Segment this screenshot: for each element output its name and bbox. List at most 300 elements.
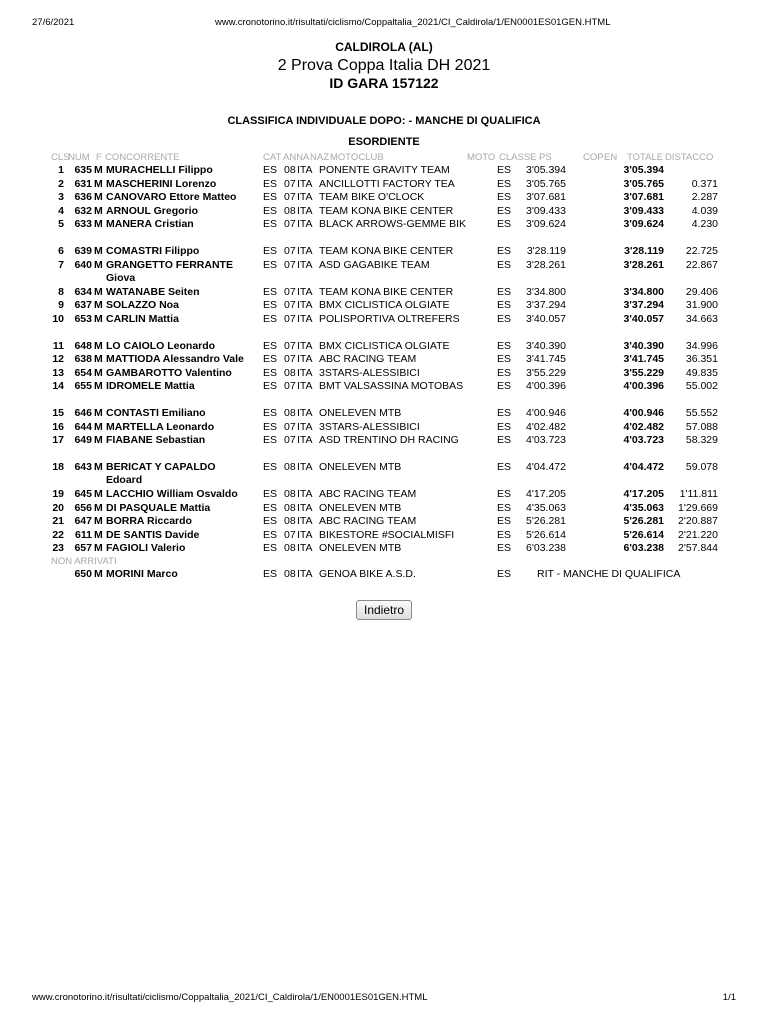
competitor-name-cell: BORRA Riccardo	[106, 515, 192, 527]
col-cls: CLS	[51, 152, 70, 163]
stage-time-cell: 4'17.205	[526, 488, 566, 500]
sex-cell: M	[94, 258, 103, 271]
table-row	[0, 299, 768, 313]
sex-cell: M	[94, 177, 103, 190]
club-cell: PONENTE GRAVITY TEAM	[319, 164, 450, 176]
year-cell: 08	[284, 366, 296, 379]
year-cell: 07	[284, 258, 296, 271]
year-cell: 07	[284, 218, 296, 230]
table-row	[0, 313, 768, 340]
sex-cell: M	[94, 567, 103, 580]
nationality-cell: ITA	[297, 204, 313, 217]
footer-url: www.cronotorino.it/risultati/ciclismo/Coppaltalia_2021/CI_Caldirola/1/EN0001ES01GEN.HTML	[32, 992, 428, 1003]
year-cell: 08	[284, 461, 296, 473]
class-cell: ES	[497, 245, 512, 257]
stage-time-cell: 3'40.057	[526, 312, 566, 325]
gap-cell: 2'57.844	[678, 542, 718, 554]
class-cell: ES	[497, 515, 512, 527]
table-row	[0, 502, 768, 516]
position-cell: 12	[52, 353, 64, 365]
year-cell: 07	[284, 285, 296, 298]
club-cell: ONELEVEN MTB	[319, 461, 402, 473]
category-cell: ES	[263, 515, 278, 527]
col-f: F	[96, 152, 102, 163]
position-cell: 21	[52, 515, 64, 527]
competitor-name-cell: MORINI Marco	[106, 567, 178, 580]
col-concorrente: CONCORRENTE	[105, 152, 180, 163]
table-row	[0, 421, 768, 435]
gap-cell: 31.900	[685, 299, 718, 311]
stage-time-cell: 4'02.482	[526, 420, 566, 433]
table-row	[0, 191, 768, 205]
category-cell: ES	[263, 461, 278, 473]
total-time-cell: 4'04.472	[623, 461, 664, 473]
table-row	[0, 367, 768, 381]
table-row	[0, 568, 768, 582]
year-cell: 07	[284, 380, 296, 392]
gap-cell: 34.996	[685, 339, 718, 352]
club-cell: GENOA BIKE A.S.D.	[319, 567, 416, 580]
total-time-cell: 3'28.119	[624, 245, 664, 257]
total-time-cell: 3'05.394	[623, 164, 664, 176]
bib-number-cell: 638	[74, 353, 92, 365]
class-cell: ES	[497, 501, 512, 514]
year-cell: 08	[284, 164, 296, 176]
non-arrived-label: NON ARRIVATI	[51, 555, 117, 567]
nationality-cell: ITA	[297, 312, 313, 325]
gap-cell: 2'20.887	[678, 515, 718, 527]
sex-cell: M	[94, 515, 103, 527]
year-cell: 08	[284, 204, 296, 217]
nationality-cell: ITA	[297, 285, 313, 298]
category-cell: ES	[263, 218, 278, 230]
competitor-name-cell: MURACHELLI Filippo	[106, 164, 213, 176]
table-row	[0, 218, 768, 245]
nationality-cell: ITA	[297, 164, 313, 176]
col-moto: MOTO	[467, 152, 496, 163]
gap-cell: 2.287	[691, 191, 718, 203]
table-row	[0, 529, 768, 543]
event-title: 2 Prova Coppa Italia DH 2021	[277, 57, 491, 74]
stage-time-cell: 3'05.765	[526, 177, 566, 190]
table-row	[0, 205, 768, 219]
bib-number-cell: 647	[74, 515, 92, 527]
position-cell: 19	[52, 488, 64, 500]
total-time-cell: 4'00.396	[623, 380, 664, 392]
club-cell: ASD TRENTINO DH RACING	[319, 434, 459, 446]
nationality-cell: ITA	[297, 339, 313, 352]
competitor-name-cell: MARTELLA Leonardo	[106, 420, 215, 433]
club-cell: 3STARS-ALESSIBICI	[319, 366, 420, 379]
table-row	[0, 434, 768, 461]
position-cell: 16	[52, 420, 64, 433]
bib-number-cell: 631	[74, 177, 92, 190]
competitor-name-cell: GAMBAROTTO Valentino	[106, 366, 232, 379]
year-cell: 07	[284, 299, 296, 311]
competitor-name-cell: CANOVARO Ettore Matteo	[106, 191, 237, 203]
gap-cell: 22.725	[685, 245, 718, 257]
table-row	[0, 407, 768, 421]
sex-cell: M	[94, 339, 103, 352]
sex-cell: M	[94, 528, 103, 541]
col-motoclub: MOTOCLUB	[330, 152, 384, 163]
class-cell: ES	[497, 567, 512, 580]
competitor-name-cell: WATANABE Seiten	[106, 285, 200, 298]
gap-cell: 0.371	[691, 177, 718, 190]
position-cell: 11	[52, 339, 64, 352]
class-cell: ES	[497, 420, 512, 433]
table-row	[0, 178, 768, 192]
category-cell: ES	[263, 258, 278, 271]
competitor-name-cell: COMASTRI Filippo	[106, 245, 200, 257]
stage-time-cell: 4'35.063	[526, 501, 566, 514]
class-cell: ES	[497, 299, 512, 311]
competitor-name-cell: ARNOUL Gregorio	[106, 204, 198, 217]
class-cell: ES	[497, 339, 512, 352]
bib-number-cell: 656	[74, 501, 92, 514]
position-cell: 5	[58, 218, 64, 230]
year-cell: 07	[284, 177, 296, 190]
sex-cell: M	[94, 191, 103, 203]
year-cell: 08	[284, 567, 296, 580]
class-cell: ES	[497, 258, 512, 271]
col-cat: CAT	[263, 152, 282, 163]
club-cell: TEAM KONA BIKE CENTER	[319, 245, 454, 257]
non-arrived-body	[0, 568, 768, 582]
stage-time-cell: 3'55.229	[526, 366, 566, 379]
position-cell: 2	[58, 177, 64, 190]
col-cop: COP	[583, 152, 604, 163]
gap-cell: 55.552	[685, 407, 718, 419]
table-row	[0, 515, 768, 529]
gap-cell: 59.078	[685, 461, 718, 473]
gap-cell: 2'21.220	[678, 528, 718, 541]
bib-number-cell: 633	[74, 218, 92, 230]
nationality-cell: ITA	[297, 420, 313, 433]
nationality-cell: ITA	[297, 542, 313, 554]
year-cell: 07	[284, 312, 296, 325]
position-cell: 9	[58, 299, 64, 311]
bib-number-cell: 655	[74, 380, 92, 392]
col-naz: NAZ	[310, 152, 329, 163]
year-cell: 08	[284, 407, 296, 419]
club-cell: TEAM BIKE O'CLOCK	[319, 191, 425, 203]
gap-cell: 34.663	[685, 312, 718, 325]
nationality-cell: ITA	[297, 299, 313, 311]
stage-time-cell: 3'09.433	[526, 204, 566, 217]
year-cell: 08	[284, 488, 296, 500]
competitor-name-cell: LO CAIOLO Leonardo	[106, 339, 216, 352]
category-cell: ES	[263, 312, 278, 325]
stage-time-cell: 3'09.624	[526, 218, 566, 230]
class-cell: ES	[497, 312, 512, 325]
position-cell: 14	[52, 380, 64, 392]
print-date: 27/6/2021	[32, 17, 75, 28]
back-button[interactable]: Indietro	[356, 600, 412, 620]
print-header	[32, 17, 736, 31]
col-classe: CLASSE	[499, 152, 537, 163]
competitor-name-cell: SOLAZZO Noa	[106, 299, 179, 311]
total-time-cell: 3'07.681	[623, 191, 664, 203]
nationality-cell: ITA	[297, 528, 313, 541]
sex-cell: M	[94, 366, 103, 379]
position-cell: 18	[52, 461, 64, 473]
category-cell: ES	[263, 191, 278, 203]
competitor-name-cell: DI PASQUALE Mattia	[106, 501, 211, 514]
total-time-cell: 3'40.057	[623, 312, 664, 325]
position-cell: 23	[52, 542, 64, 554]
nationality-cell: ITA	[297, 407, 313, 419]
gap-cell: 22.867	[685, 258, 718, 271]
competitor-name-cell: MANERA Cristian	[106, 218, 194, 230]
position-cell: 8	[58, 285, 64, 298]
year-cell: 08	[284, 501, 296, 514]
bib-number-cell: 635	[74, 164, 92, 176]
stage-time-cell: 3'37.294	[526, 299, 566, 311]
table-row	[0, 380, 768, 407]
gap-cell: 1'29.669	[678, 501, 718, 514]
club-cell: BMT VALSASSINA MOTOBAS	[319, 380, 464, 392]
total-time-cell: 6'03.238	[623, 542, 664, 554]
class-cell: ES	[497, 407, 512, 419]
year-cell: 07	[284, 339, 296, 352]
competitor-name-cell: MASCHERINI Lorenzo	[106, 177, 217, 190]
nationality-cell: ITA	[297, 353, 313, 365]
nationality-cell: ITA	[297, 501, 313, 514]
class-cell: ES	[497, 488, 512, 500]
column-headers	[0, 152, 768, 164]
club-cell: ONELEVEN MTB	[319, 407, 402, 419]
category-cell: ES	[263, 488, 278, 500]
year-cell: 08	[284, 542, 296, 554]
competitor-name-cell: LACCHIO William Osvaldo	[106, 488, 238, 500]
competitor-name-cell: IDROMELE Mattia	[106, 380, 195, 392]
nationality-cell: ITA	[297, 258, 313, 271]
nationality-cell: ITA	[297, 434, 313, 446]
table-row	[0, 164, 768, 178]
sex-cell: M	[94, 245, 103, 257]
class-cell: ES	[497, 542, 512, 554]
sex-cell: M	[94, 204, 103, 217]
nationality-cell: ITA	[297, 218, 313, 230]
gap-cell: 4.230	[691, 218, 718, 230]
class-cell: ES	[497, 353, 512, 365]
bib-number-cell: 640	[74, 258, 92, 271]
table-row	[0, 353, 768, 367]
position-cell: 3	[58, 191, 64, 203]
position-cell: 13	[52, 366, 64, 379]
stage-time-cell: 3'28.119	[526, 245, 566, 257]
sex-cell: M	[94, 299, 103, 311]
section-title: CLASSIFICA INDIVIDUALE DOPO: - MANCHE DI QUALIFICA	[227, 115, 541, 127]
year-cell: 07	[284, 420, 296, 433]
stage-time-cell: 5'26.281	[526, 515, 566, 527]
category-cell: ES	[263, 177, 278, 190]
stage-time-cell: 4'00.946	[526, 407, 566, 419]
category-cell: ES	[263, 407, 278, 419]
year-cell: 07	[284, 353, 296, 365]
class-cell: ES	[497, 380, 512, 392]
gap-cell: 36.351	[685, 353, 718, 365]
nationality-cell: ITA	[297, 567, 313, 580]
class-cell: ES	[497, 434, 512, 446]
position-cell: 15	[52, 407, 64, 419]
table-row	[0, 542, 768, 556]
class-cell: ES	[497, 528, 512, 541]
category-cell: ES	[263, 339, 278, 352]
bib-number-cell: 645	[74, 488, 92, 500]
position-cell: 22	[52, 528, 64, 541]
table-row	[0, 340, 768, 354]
stage-time-cell: 4'04.472	[526, 461, 566, 473]
sex-cell: M	[94, 542, 103, 554]
stage-time-cell: 3'34.800	[526, 285, 566, 298]
year-cell: 07	[284, 528, 296, 541]
bib-number-cell: 639	[74, 245, 92, 257]
total-time-cell: 3'41.745	[623, 353, 664, 365]
race-location: CALDIROLA (AL)	[335, 40, 433, 54]
table-row	[0, 461, 768, 488]
nationality-cell: ITA	[297, 380, 313, 392]
club-cell: ABC RACING TEAM	[319, 488, 417, 500]
competitor-name-cell: FIABANE Sebastian	[106, 434, 206, 446]
sex-cell: M	[94, 407, 103, 419]
total-time-cell: 3'37.294	[623, 299, 664, 311]
club-cell: BMX CICLISTICA OLGIATE	[319, 299, 450, 311]
position-cell: 4	[58, 204, 64, 217]
gap-cell: 4.039	[691, 204, 718, 217]
total-time-cell: 4'03.723	[623, 434, 664, 446]
col-ps: PS	[539, 152, 552, 163]
total-time-cell: 5'26.614	[623, 528, 664, 541]
competitor-name-cell: CARLIN Mattia	[106, 312, 179, 325]
position-cell: 1	[58, 164, 64, 176]
category-cell: ES	[263, 204, 278, 217]
category-cell: ES	[263, 542, 278, 554]
bib-number-cell: 643	[74, 461, 92, 473]
nationality-cell: ITA	[297, 177, 313, 190]
bib-number-cell: 649	[74, 434, 92, 446]
total-time-cell: 4'00.946	[623, 407, 664, 419]
bib-number-cell: 634	[74, 285, 92, 298]
print-footer	[32, 992, 736, 1006]
stage-time-cell: 3'40.390	[526, 339, 566, 352]
race-id: ID GARA 157122	[329, 75, 439, 91]
col-distacco: DISTACCO	[665, 152, 714, 163]
total-time-cell: 3'09.433	[623, 204, 664, 217]
club-cell: 3STARS-ALESSIBICI	[319, 420, 420, 433]
club-cell: ASD GAGABIKE TEAM	[319, 258, 430, 271]
club-cell: ONELEVEN MTB	[319, 542, 402, 554]
nationality-cell: ITA	[297, 191, 313, 203]
club-cell: ONELEVEN MTB	[319, 501, 402, 514]
table-row	[0, 488, 768, 502]
category-cell: ES	[263, 501, 278, 514]
class-cell: ES	[497, 366, 512, 379]
stage-time-cell: 4'03.723	[526, 434, 566, 446]
category-cell: ES	[263, 380, 278, 392]
table-row	[0, 245, 768, 259]
club-cell: BMX CICLISTICA OLGIATE	[319, 339, 450, 352]
category-cell: ES	[263, 164, 278, 176]
page-number: 1/1	[722, 992, 736, 1003]
total-time-cell: 4'17.205	[623, 488, 664, 500]
total-time-cell: 3'05.765	[623, 177, 664, 190]
bib-number-cell: 644	[74, 420, 92, 433]
stage-time-cell: 6'03.238	[526, 542, 566, 554]
sex-cell: M	[94, 164, 103, 176]
club-cell: TEAM KONA BIKE CENTER	[319, 285, 454, 298]
gap-cell: 29.406	[685, 285, 718, 298]
club-cell: TEAM KONA BIKE CENTER	[319, 204, 454, 217]
total-time-cell: 3'28.261	[623, 258, 664, 271]
bib-number-cell: 637	[74, 299, 92, 311]
bib-number-cell: 648	[74, 339, 92, 352]
bib-number-cell: 611	[75, 528, 92, 541]
class-cell: ES	[497, 285, 512, 298]
position-cell: 17	[52, 434, 64, 446]
category-title: ESORDIENTE	[348, 136, 420, 148]
bib-number-cell: 646	[74, 407, 92, 419]
bib-number-cell: 632	[74, 204, 92, 217]
year-cell: 07	[284, 245, 296, 257]
category-cell: ES	[263, 528, 278, 541]
stage-time-cell: 4'00.396	[526, 380, 566, 392]
position-cell: 10	[52, 312, 64, 325]
table-row	[0, 286, 768, 300]
year-cell: 08	[284, 515, 296, 527]
results-table	[0, 164, 768, 581]
club-cell: BLACK ARROWS-GEMME BIK	[319, 218, 467, 230]
sex-cell: M	[94, 312, 103, 325]
competitor-name-cell: BERICAT Y CAPALDO Edoard	[106, 461, 216, 486]
total-time-cell: 3'40.390	[623, 339, 664, 352]
col-totale: TOTALE	[627, 152, 664, 163]
competitor-name-cell: DE SANTIS Davide	[106, 528, 200, 541]
category-cell: ES	[263, 353, 278, 365]
col-en: EN	[604, 152, 618, 163]
print-url: www.cronotorino.it/risultati/ciclismo/Coppaltalia_2021/CI_Caldirola/1/EN0001ES01GEN.HTML	[215, 17, 611, 28]
position-cell: 6	[58, 245, 64, 257]
category-cell: ES	[263, 245, 278, 257]
stage-time-cell: 3'41.745	[526, 353, 566, 365]
category-cell: ES	[263, 420, 278, 433]
category-cell: ES	[263, 567, 278, 580]
class-cell: ES	[497, 204, 512, 217]
total-time-cell: 3'09.624	[623, 218, 664, 230]
bib-number-cell: 657	[74, 542, 92, 554]
sex-cell: M	[94, 380, 103, 392]
competitor-name-cell: MATTIODA Alessandro Vale	[106, 353, 244, 365]
club-cell: ABC RACING TEAM	[319, 353, 417, 365]
club-cell: ABC RACING TEAM	[319, 515, 417, 527]
col-num: NUM	[68, 152, 90, 163]
position-cell: 20	[52, 501, 64, 514]
position-cell: 7	[58, 258, 64, 271]
sex-cell: M	[94, 488, 103, 500]
bib-number-cell: 650	[74, 567, 92, 580]
nationality-cell: ITA	[297, 461, 313, 473]
gap-cell: 57.088	[685, 420, 718, 433]
stage-time-cell: 3'07.681	[526, 191, 566, 203]
club-cell: ANCILLOTTI FACTORY TEA	[319, 177, 455, 190]
gap-cell: 1'11.811	[679, 488, 718, 500]
class-cell: ES	[497, 218, 512, 230]
sex-cell: M	[94, 285, 103, 298]
total-time-cell: 3'55.229	[623, 366, 664, 379]
bib-number-cell: 653	[74, 312, 92, 325]
nationality-cell: ITA	[297, 366, 313, 379]
